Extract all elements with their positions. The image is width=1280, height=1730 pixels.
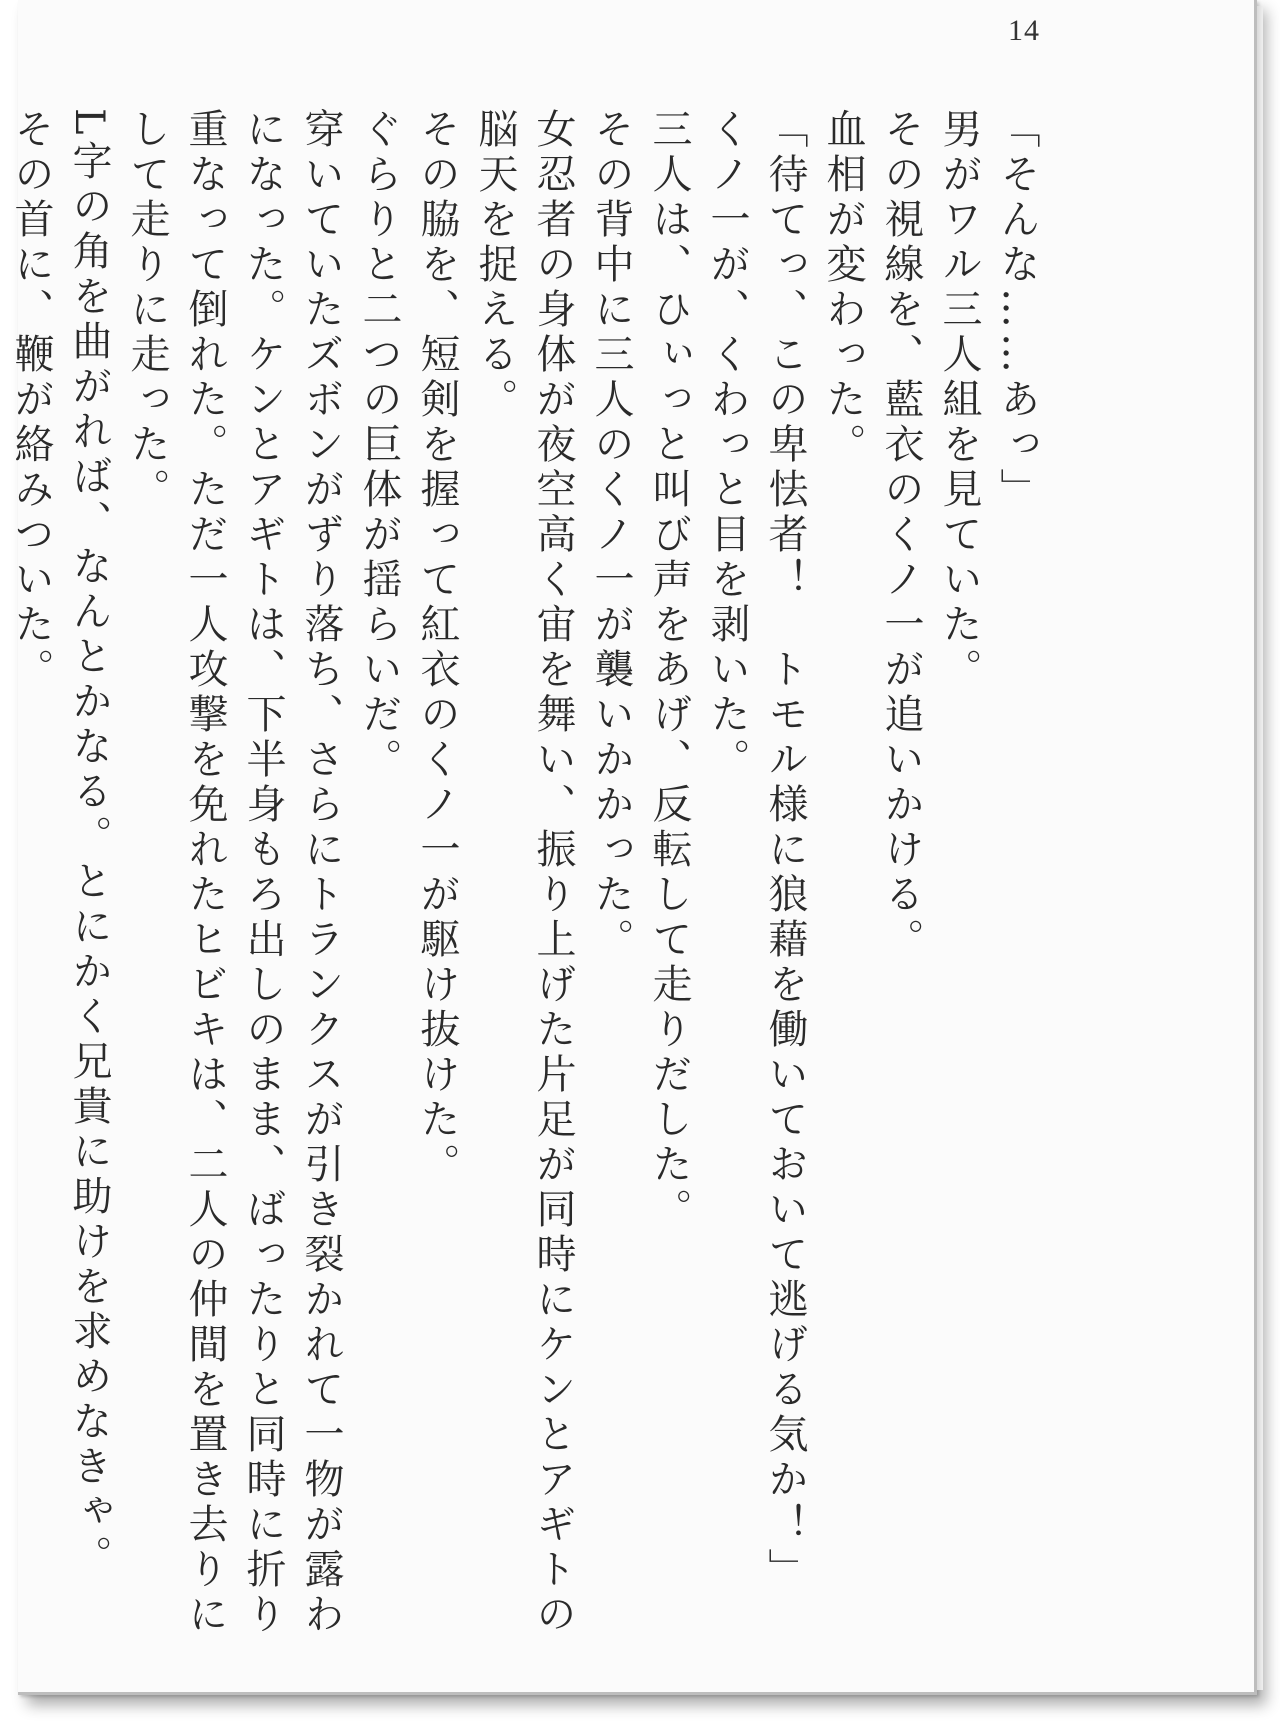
paragraph: その脇を、短剣を握って紅衣のくノ一が駆け抜けた。: [414, 108, 460, 1188]
paragraph: その首に、鞭が絡みついた。: [8, 108, 54, 693]
page-edge: [1257, 6, 1263, 1690]
paragraph: 「待てっ、この卑怯者！ トモル様に狼藉を働いておいて逃げる気か！」: [762, 108, 808, 1593]
paragraph: その背中に三人のくノ一が襲いかかった。: [588, 108, 634, 963]
vertical-text-block: [8, 108, 1046, 1668]
paragraph: 穿いていたズボンがずり落ち、さらにトランクスが引き裂かれて一物が露わになった。ケンとアギトは、下半身もろ出しのまま、ばったりと同時に折り重なって倒れた。ただ一人攻撃を免れたヒビキは、二人の仲間を置き去りにして走りに走った。: [124, 108, 344, 1638]
paragraph: L字の角を曲がれば、なんとかなる。とにかく兄貴に助けを求めなきゃ。: [66, 108, 112, 1580]
paragraph: 女忍者の身体が夜空高く宙を舞い、振り上げた片足が同時にケンとアギトの脳天を捉える。: [472, 108, 576, 1638]
paragraph: 血相が変わった。: [820, 108, 866, 468]
book-page: [8, 0, 1257, 1695]
page-number: 14: [1008, 14, 1040, 47]
paragraph: その視線を、藍衣のくノ一が追いかける。: [878, 108, 924, 963]
paragraph: ぐらりと二つの巨体が揺らいだ。: [356, 108, 402, 783]
paragraph: 三人は、ひぃっと叫び声をあげ、反転して走りだした。: [646, 108, 692, 1233]
paragraph: くノ一が、くわっと目を剥いた。: [704, 108, 750, 783]
paragraph: 男がワル三人組を見ていた。: [936, 108, 982, 693]
paragraph: 「そんな……あっ」: [994, 108, 1040, 513]
